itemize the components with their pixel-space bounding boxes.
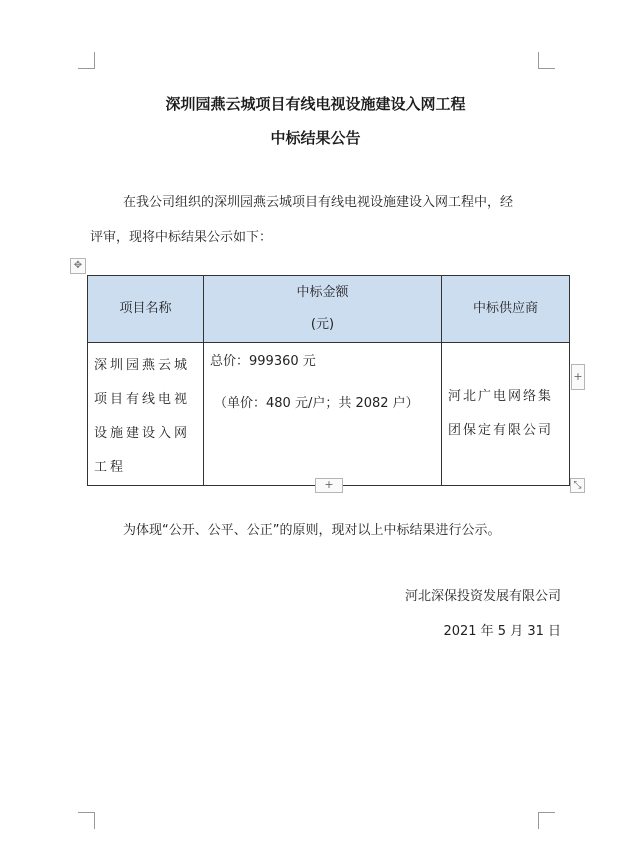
supplier-line: 团保定有限公司 (448, 423, 554, 438)
header-amount-label: 中标金额 (296, 285, 349, 300)
add-column-plus-icon[interactable]: + (571, 364, 585, 390)
crop-mark-bottom-left (78, 812, 95, 829)
signature-date: 2021 年 5 月 31 日 (443, 624, 561, 639)
table-row (88, 343, 570, 486)
header-supplier: 中标供应商 (442, 276, 570, 343)
result-table (87, 275, 570, 486)
table-resize-icon[interactable]: ⤡ (570, 478, 585, 493)
closing-statement: 为体现“公开、公平、公正”的原则，现对以上中标结果进行公示。 (123, 523, 501, 538)
table-move-icon[interactable]: ✥ (70, 258, 86, 274)
intro-line-1: 在我公司组织的深圳园燕云城项目有线电视设施建设入网工程中，经 (123, 195, 514, 210)
project-name-line: 工程 (94, 460, 127, 475)
crop-mark-top-left (78, 52, 95, 69)
project-name-line: 深圳园燕云城 (94, 358, 191, 373)
unit-price: （单价：480 元/户；共 2082 户） (214, 396, 419, 411)
total-price: 总价：999360 元 (210, 354, 316, 369)
project-name-line: 项目有线电视 (94, 392, 191, 407)
cell-project-name (88, 343, 204, 486)
header-project-name: 项目名称 (88, 276, 204, 343)
add-row-plus-icon[interactable]: + (315, 478, 343, 493)
header-amount-unit: (元) (310, 317, 335, 332)
supplier-line: 河北广电网络集 (448, 389, 554, 404)
intro-line-2: 评审，现将中标结果公示如下： (90, 230, 273, 245)
cell-supplier (442, 343, 570, 486)
crop-mark-top-right (538, 52, 555, 69)
document-title: 深圳园燕云城项目有线电视设施建设入网工程 (165, 95, 466, 113)
cell-amount (204, 343, 442, 486)
project-name-line: 设施建设入网 (94, 426, 191, 441)
crop-mark-bottom-right (538, 812, 555, 829)
header-amount (204, 276, 442, 343)
signature-company: 河北深保投资发展有限公司 (404, 589, 561, 604)
document-subtitle: 中标结果公告 (270, 129, 361, 147)
table-header-row (88, 276, 570, 343)
